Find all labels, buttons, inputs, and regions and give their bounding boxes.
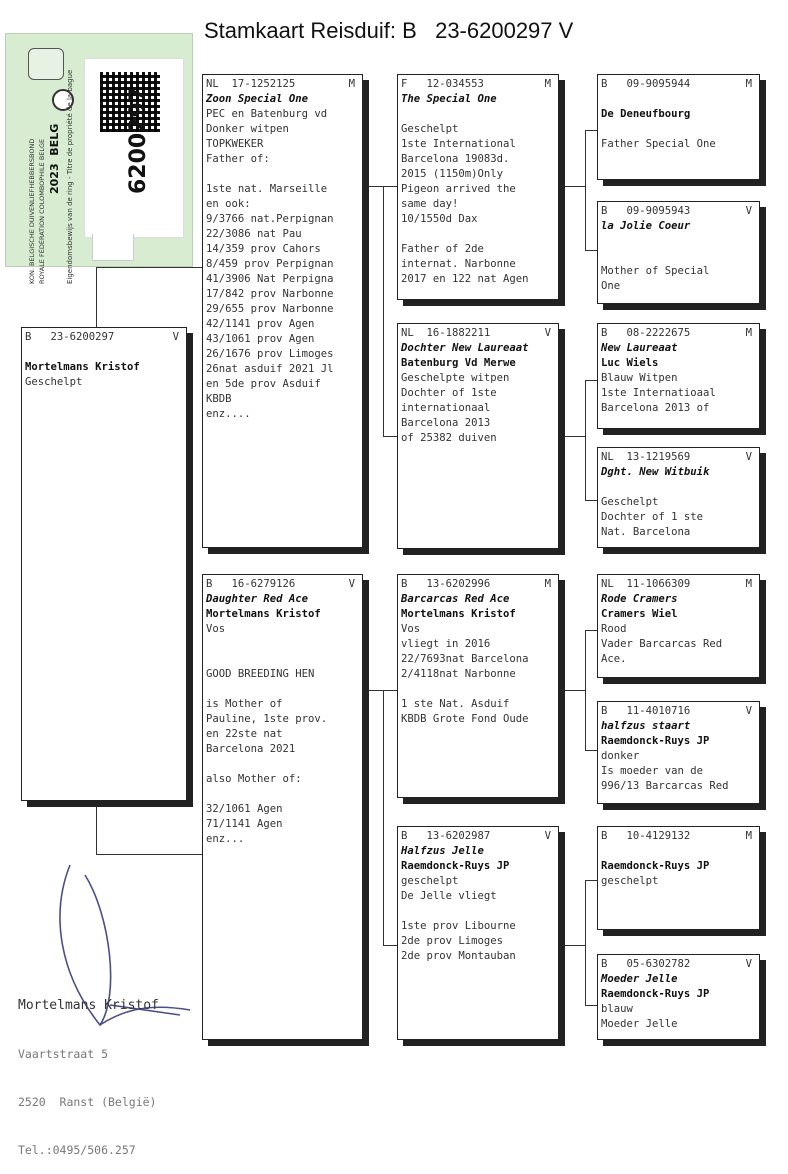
info-line: 22/7693nat Barcelona: [401, 653, 529, 665]
owner-name: Raemdonck-Ruys JP: [601, 735, 710, 747]
info-line: 32/1061 Agen: [206, 803, 283, 815]
pedigree-card-ddd: [597, 954, 760, 1040]
pigeon-name: Dochter New Laureaat: [401, 342, 529, 354]
sex-marker: V: [348, 578, 355, 590]
info-line: Barcelona 19083d.: [401, 153, 510, 165]
info-line: Mother of Special: [601, 265, 710, 277]
pigeon-name: The Special One: [401, 93, 497, 105]
page-title: Stamkaart Reisduif: B 23-6200297 V: [204, 18, 574, 43]
info-line: Father of:: [206, 153, 270, 165]
pigeon-name: halfzus staart: [601, 720, 691, 732]
pedigree-card-dam: [202, 574, 363, 1040]
info-line: 1ste nat. Marseille: [206, 183, 328, 195]
ring-ownership-card: [5, 33, 193, 284]
info-line: 2de prov Montauban: [401, 950, 516, 962]
pigeon-name: New Laureaat: [601, 342, 678, 354]
ring-number: B 08-2222675: [601, 327, 691, 339]
pigeon-name: Halfzus Jelle: [401, 845, 484, 857]
info-line: vliegt in 2016: [401, 638, 491, 650]
owner-name: Raemdonck-Ruys JP: [601, 988, 710, 1000]
owner-name: PEC en Batenburg vd: [206, 108, 328, 120]
ring-number: NL 16-1882211: [401, 327, 491, 339]
ring-number: NL 13-1219569: [601, 451, 691, 463]
info-line: geschelpt: [601, 875, 659, 887]
info-line: 17/842 prov Narbonne: [206, 288, 334, 300]
connector: [96, 267, 97, 327]
info-line: Nat. Barcelona: [601, 526, 691, 538]
ring-card-year: 2023 BELG: [48, 123, 61, 194]
sex-marker: V: [544, 830, 551, 842]
info-line: 2015 (1150m)Only: [401, 168, 504, 180]
sex-marker: V: [745, 451, 752, 463]
ring-number: B 05-6302782: [601, 958, 691, 970]
info-line: Pigeon arrived the: [401, 183, 516, 195]
info-line: geschelpt: [401, 875, 459, 887]
owner-name: Luc Wiels: [601, 357, 659, 369]
info-line: en 22ste nat: [206, 728, 283, 740]
pigeon-name: Zoon Special One: [206, 93, 309, 105]
pedigree-card-dds: [597, 826, 760, 930]
pigeon-name: Rode Cramers: [601, 593, 678, 605]
info-line: Barcelona 2021: [206, 743, 296, 755]
breeder-name: Mortelmans Kristof: [18, 998, 159, 1013]
sex-marker: V: [745, 958, 752, 970]
breeder-address: [18, 966, 159, 1174]
ring-number: B 09-9095944: [601, 78, 691, 90]
info-line: 26nat asduif 2021 Jl: [206, 363, 334, 375]
pedigree-card-dss: [597, 574, 760, 678]
pedigree-card-sss: [597, 74, 760, 180]
ring-number: B 13-6202987: [401, 830, 491, 842]
ring-number: B 16-6279126: [206, 578, 296, 590]
info-line: Rood: [601, 623, 627, 635]
sex-marker: V: [172, 331, 179, 343]
info-line: TOPKWEKER: [206, 138, 264, 150]
owner-name: Mortelmans Kristof: [25, 361, 140, 373]
info-line: 2/4118nat Narbonne: [401, 668, 516, 680]
connector: [585, 880, 586, 1005]
breeder-city: 2520 Ranst (België): [18, 1095, 157, 1109]
info-line: Vader Barcarcas Red: [601, 638, 723, 650]
info-line: internationaal: [401, 402, 491, 414]
connector: [585, 500, 597, 501]
connector: [383, 945, 397, 946]
info-line: Geschelpte witpen: [401, 372, 510, 384]
connector: [585, 630, 586, 750]
info-line: Is moeder van de: [601, 765, 704, 777]
info-line: Donker witpen: [206, 123, 289, 135]
info-line: en 5de prov Asduif: [206, 378, 321, 390]
info-line: Pauline, 1ste prov.: [206, 713, 328, 725]
info-line: Geschelpt: [401, 123, 459, 135]
pedigree-card-sire: [202, 74, 363, 548]
pedigree-card-sdd: [597, 447, 760, 548]
info-line: also Mother of:: [206, 773, 302, 785]
ring-number: B 11-4010716: [601, 705, 691, 717]
info-line: is Mother of: [206, 698, 283, 710]
info-line: Barcelona 2013: [401, 417, 491, 429]
pigeon-name: Moeder Jelle: [601, 973, 678, 985]
connector: [585, 750, 597, 751]
info-line: De Jelle vliegt: [401, 890, 497, 902]
connector: [383, 186, 384, 436]
connector: [96, 854, 202, 855]
owner-name: Mortelmans Kristof: [401, 608, 516, 620]
info-line: 2017 en 122 nat Agen: [401, 273, 529, 285]
info-line: Father Special One: [601, 138, 716, 150]
info-line: Geschelpt: [25, 376, 83, 388]
connector: [565, 945, 585, 946]
pedigree-card-dam-sire: [397, 574, 559, 798]
info-line: 22/3086 nat Pau: [206, 228, 302, 240]
info-line: KBDB Grote Fond Oude: [401, 713, 529, 725]
ring-card-org-text-3: Eigendomsbewijs van de ring - Titre de propriété de la bague: [66, 69, 74, 284]
info-line: 29/655 prov Narbonne: [206, 303, 334, 315]
info-line: GOOD BREEDING HEN: [206, 668, 315, 680]
breeder-phone: Tel.:0495/506.257: [18, 1143, 136, 1157]
pigeon-name: la Jolie Coeur: [601, 220, 691, 232]
connector: [383, 690, 384, 945]
info-line: 26/1676 prov Limoges: [206, 348, 334, 360]
pigeon-name: Barcarcas Red Ace: [401, 593, 510, 605]
ring-card-org-text-1: KON. BELGISCHE DUIVENLIEFHEBBERSBOND: [28, 138, 36, 284]
connector: [365, 690, 383, 691]
owner-name: Batenburg Vd Merwe: [401, 357, 516, 369]
info-line: 1ste prov Libourne: [401, 920, 516, 932]
info-line: 2de prov Limoges: [401, 935, 504, 947]
info-line: enz...: [206, 833, 245, 845]
info-line: 996/13 Barcarcas Red: [601, 780, 729, 792]
info-line: 1 ste Nat. Asduif: [401, 698, 510, 710]
ring-card-org-text-2: ROYALE FÉDÉRATION COLOMBOPHILE BELGE: [38, 138, 46, 284]
info-line: enz....: [206, 408, 251, 420]
info-line: Ace.: [601, 653, 627, 665]
info-line: 9/3766 nat.Perpignan: [206, 213, 334, 225]
connector: [565, 690, 585, 691]
info-line: 42/1141 prov Agen: [206, 318, 315, 330]
info-line: 14/359 prov Cahors: [206, 243, 321, 255]
ring-number: B 09-9095943: [601, 205, 691, 217]
info-line: 8/459 prov Perpignan: [206, 258, 334, 270]
sex-marker: V: [745, 205, 752, 217]
sex-marker: M: [745, 830, 752, 842]
info-line: same day!: [401, 198, 459, 210]
connector: [96, 807, 97, 854]
ring-number: F 12-034553: [401, 78, 484, 90]
breeder-street: Vaartstraat 5: [18, 1047, 109, 1061]
connector: [585, 380, 586, 500]
info-line: Geschelpt: [601, 496, 659, 508]
sex-marker: M: [745, 78, 752, 90]
info-line: Barcelona 2013 of: [601, 402, 710, 414]
info-line: internat. Narbonne: [401, 258, 516, 270]
connector: [585, 630, 597, 631]
pedigree-card-subject: [21, 327, 187, 801]
info-line: 1ste International: [401, 138, 516, 150]
info-line: KBDB: [206, 393, 232, 405]
pedigree-card-dsd: [597, 701, 760, 804]
pedigree-card-sds: [597, 323, 760, 429]
pigeon-name: Dght. New Witbuik: [601, 466, 710, 478]
info-line: Dochter of 1ste: [401, 387, 497, 399]
info-line: 71/1141 Agen: [206, 818, 283, 830]
connector: [585, 130, 597, 131]
sex-marker: M: [348, 78, 355, 90]
pedigree-card-sire-dam: [397, 323, 559, 549]
info-line: 10/1550d Dax: [401, 213, 478, 225]
connector: [96, 267, 202, 268]
info-line: Vos: [401, 623, 421, 635]
info-line: of 25382 duiven: [401, 432, 497, 444]
owner-name: Mortelmans Kristof: [206, 608, 321, 620]
ring-number: NL 11-1066309: [601, 578, 691, 590]
ring-number: B 13-6202996: [401, 578, 491, 590]
info-line: 41/3906 Nat Perpigna: [206, 273, 334, 285]
owner-name: Raemdonck-Ruys JP: [401, 860, 510, 872]
connector: [585, 380, 597, 381]
ring-card-number: 6200297: [126, 86, 151, 194]
connector: [383, 186, 397, 187]
info-line: donker: [601, 750, 640, 762]
owner-name: Raemdonck-Ruys JP: [601, 860, 710, 872]
sex-marker: V: [745, 705, 752, 717]
info-line: Father of 2de: [401, 243, 484, 255]
ring-number: B 23-6200297: [25, 331, 115, 343]
connector: [585, 880, 597, 881]
connector: [565, 186, 585, 187]
info-line: Vos: [206, 623, 226, 635]
owner-name: Cramers Wiel: [601, 608, 678, 620]
sex-marker: M: [745, 578, 752, 590]
connector: [585, 250, 597, 251]
info-line: One: [601, 280, 621, 292]
info-line: Dochter of 1 ste: [601, 511, 704, 523]
sex-marker: M: [544, 78, 551, 90]
ring-number: B 10-4129132: [601, 830, 691, 842]
owner-name: De Deneufbourg: [601, 108, 691, 120]
connector: [383, 690, 397, 691]
pedigree-card-dam-dam: [397, 826, 559, 1040]
connector: [565, 436, 585, 437]
info-line: 1ste Internatioaal: [601, 387, 716, 399]
connector: [383, 436, 397, 437]
pedigree-card-sire-sire: [397, 74, 559, 300]
sex-marker: M: [745, 327, 752, 339]
connector: [585, 1005, 597, 1006]
ring-number: NL 17-1252125: [206, 78, 296, 90]
info-line: Moeder Jelle: [601, 1018, 678, 1030]
connector: [585, 130, 586, 250]
ring-card-tab: [92, 234, 134, 261]
info-line: en ook:: [206, 198, 251, 210]
pedigree-card-ssd: [597, 201, 760, 304]
sex-marker: M: [544, 578, 551, 590]
info-line: Blauw Witpen: [601, 372, 678, 384]
pigeon-name: Daughter Red Ace: [206, 593, 309, 605]
info-line: blauw: [601, 1003, 633, 1015]
sex-marker: V: [544, 327, 551, 339]
connector: [365, 186, 383, 187]
info-line: 43/1061 prov Agen: [206, 333, 315, 345]
